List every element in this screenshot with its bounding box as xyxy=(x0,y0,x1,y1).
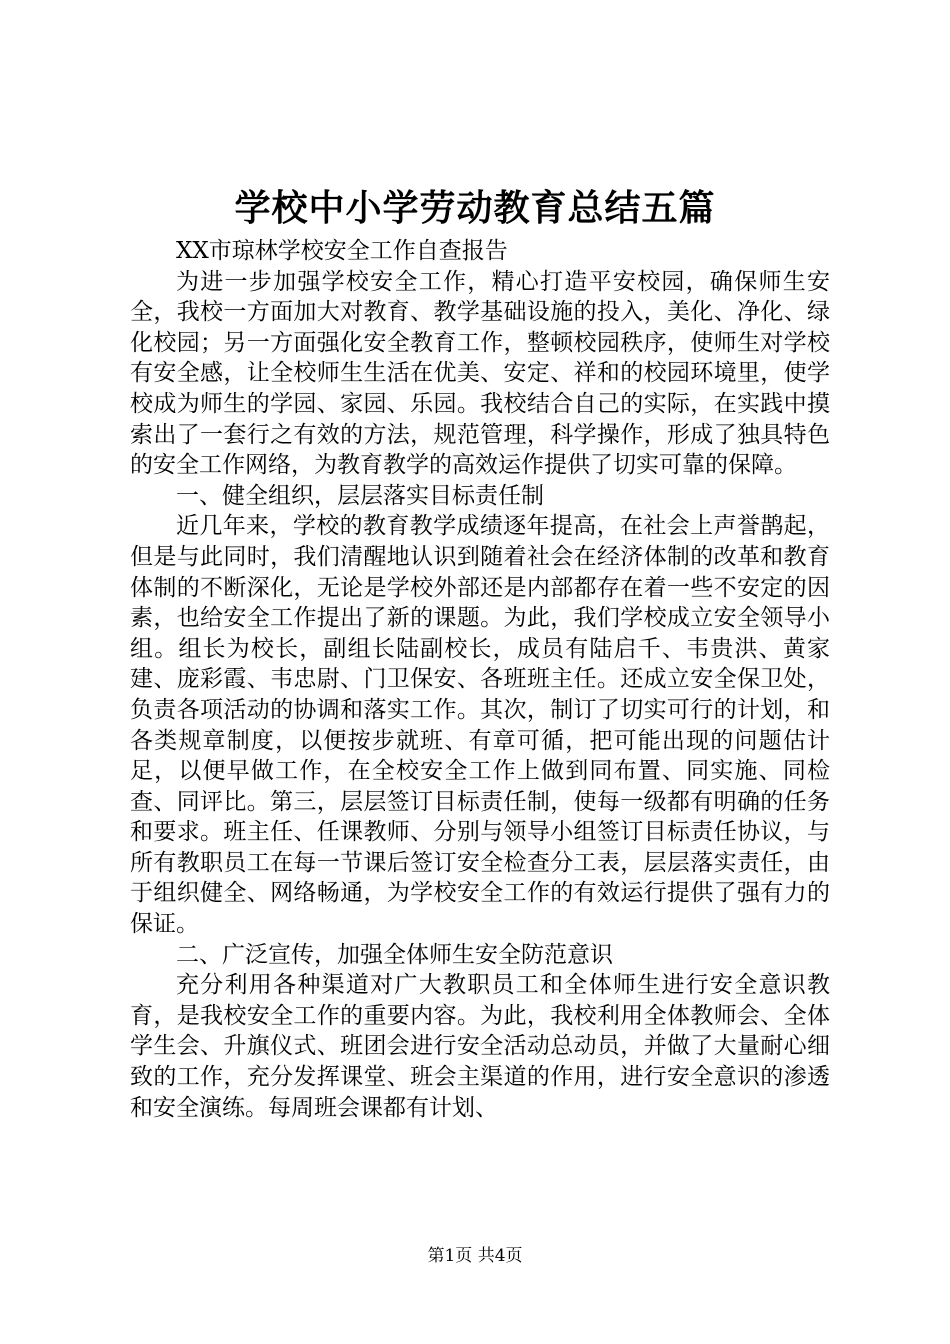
page-number-footer: 第1页 共4页 xyxy=(427,1246,523,1266)
paragraph-section-2: 充分利用各种渠道对广大教职员工和全体师生进行安全意识教育，是我校安全工作的重要内容。为此，我校利用全体教师会、全体学生会、升旗仪式、班团会进行安全活动总动员，并做了大量耐心细致的工作，充分发挥课堂、班会主渠道的作用，进行安全意识的渗透和安全演练。每周班会课都有计划、 xyxy=(130,972,830,1121)
section-heading-2: 二、广泛宣传，加强全体师生安全防范意识 xyxy=(176,941,613,968)
section-heading-1: 一、健全组织，层层落实目标责任制 xyxy=(176,482,544,509)
paragraph-subtitle: XX市琼林学校安全工作自查报告 xyxy=(176,238,508,264)
paragraph-intro: 为进一步加强学校安全工作，精心打造平安校园，确保师生安全，我校一方面加大对教育、教学基础设施的投入，美化、净化、绿化校园；另一方面强化安全教育工作，整顿校园秩序，使师生对学校有安全感，让全校师生生活在优美、安定、祥和的校园环境里，使学校成为师生的学园、家园、乐园。我校结合自己的实际，在实践中摸索出了一套行之有效的方法，规范管理，科学操作，形成了独具特色的安全工作网络，为教育教学的高效运作提供了切实可靠的保障。 xyxy=(130,268,830,479)
paragraph-section-1: 近几年来，学校的教育教学成绩逐年提高，在社会上声誉鹊起，但是与此同时，我们清醒地认识到随着社会在经济体制的改革和教育体制的不断深化，无论是学校外部还是内部都存在着一些不安定的因素，也给安全工作提出了新的课题。为此，我们学校成立安全领导小组。组长为校长，副组长陆副校长，成员有陆启千、韦贵洪、黄家建、庞彩霞、韦忠尉、门卫保安、各班班主任。还成立安全保卫处，负责各项活动的协调和落实工作。其次，制订了切实可行的计划，和各类规章制度，以便按步就班、有章可循，把可能出现的问题估计足，以便早做工作，在全校安全工作上做到同布置、同实施、同检查、同评比。第三，层层签订目标责任制，使每一级都有明确的任务和要求。班主任、任课教师、分别与领导小组签订目标责任协议，与所有教职员工在每一节课后签订安全检查分工表，层层落实责任，由于组织健全、网络畅通，为学校安全工作的有效运行提供了强有力的保证。 xyxy=(130,513,830,938)
document-title: 学校中小学劳动教育总结五篇 xyxy=(234,187,716,229)
document-body xyxy=(130,236,830,1123)
